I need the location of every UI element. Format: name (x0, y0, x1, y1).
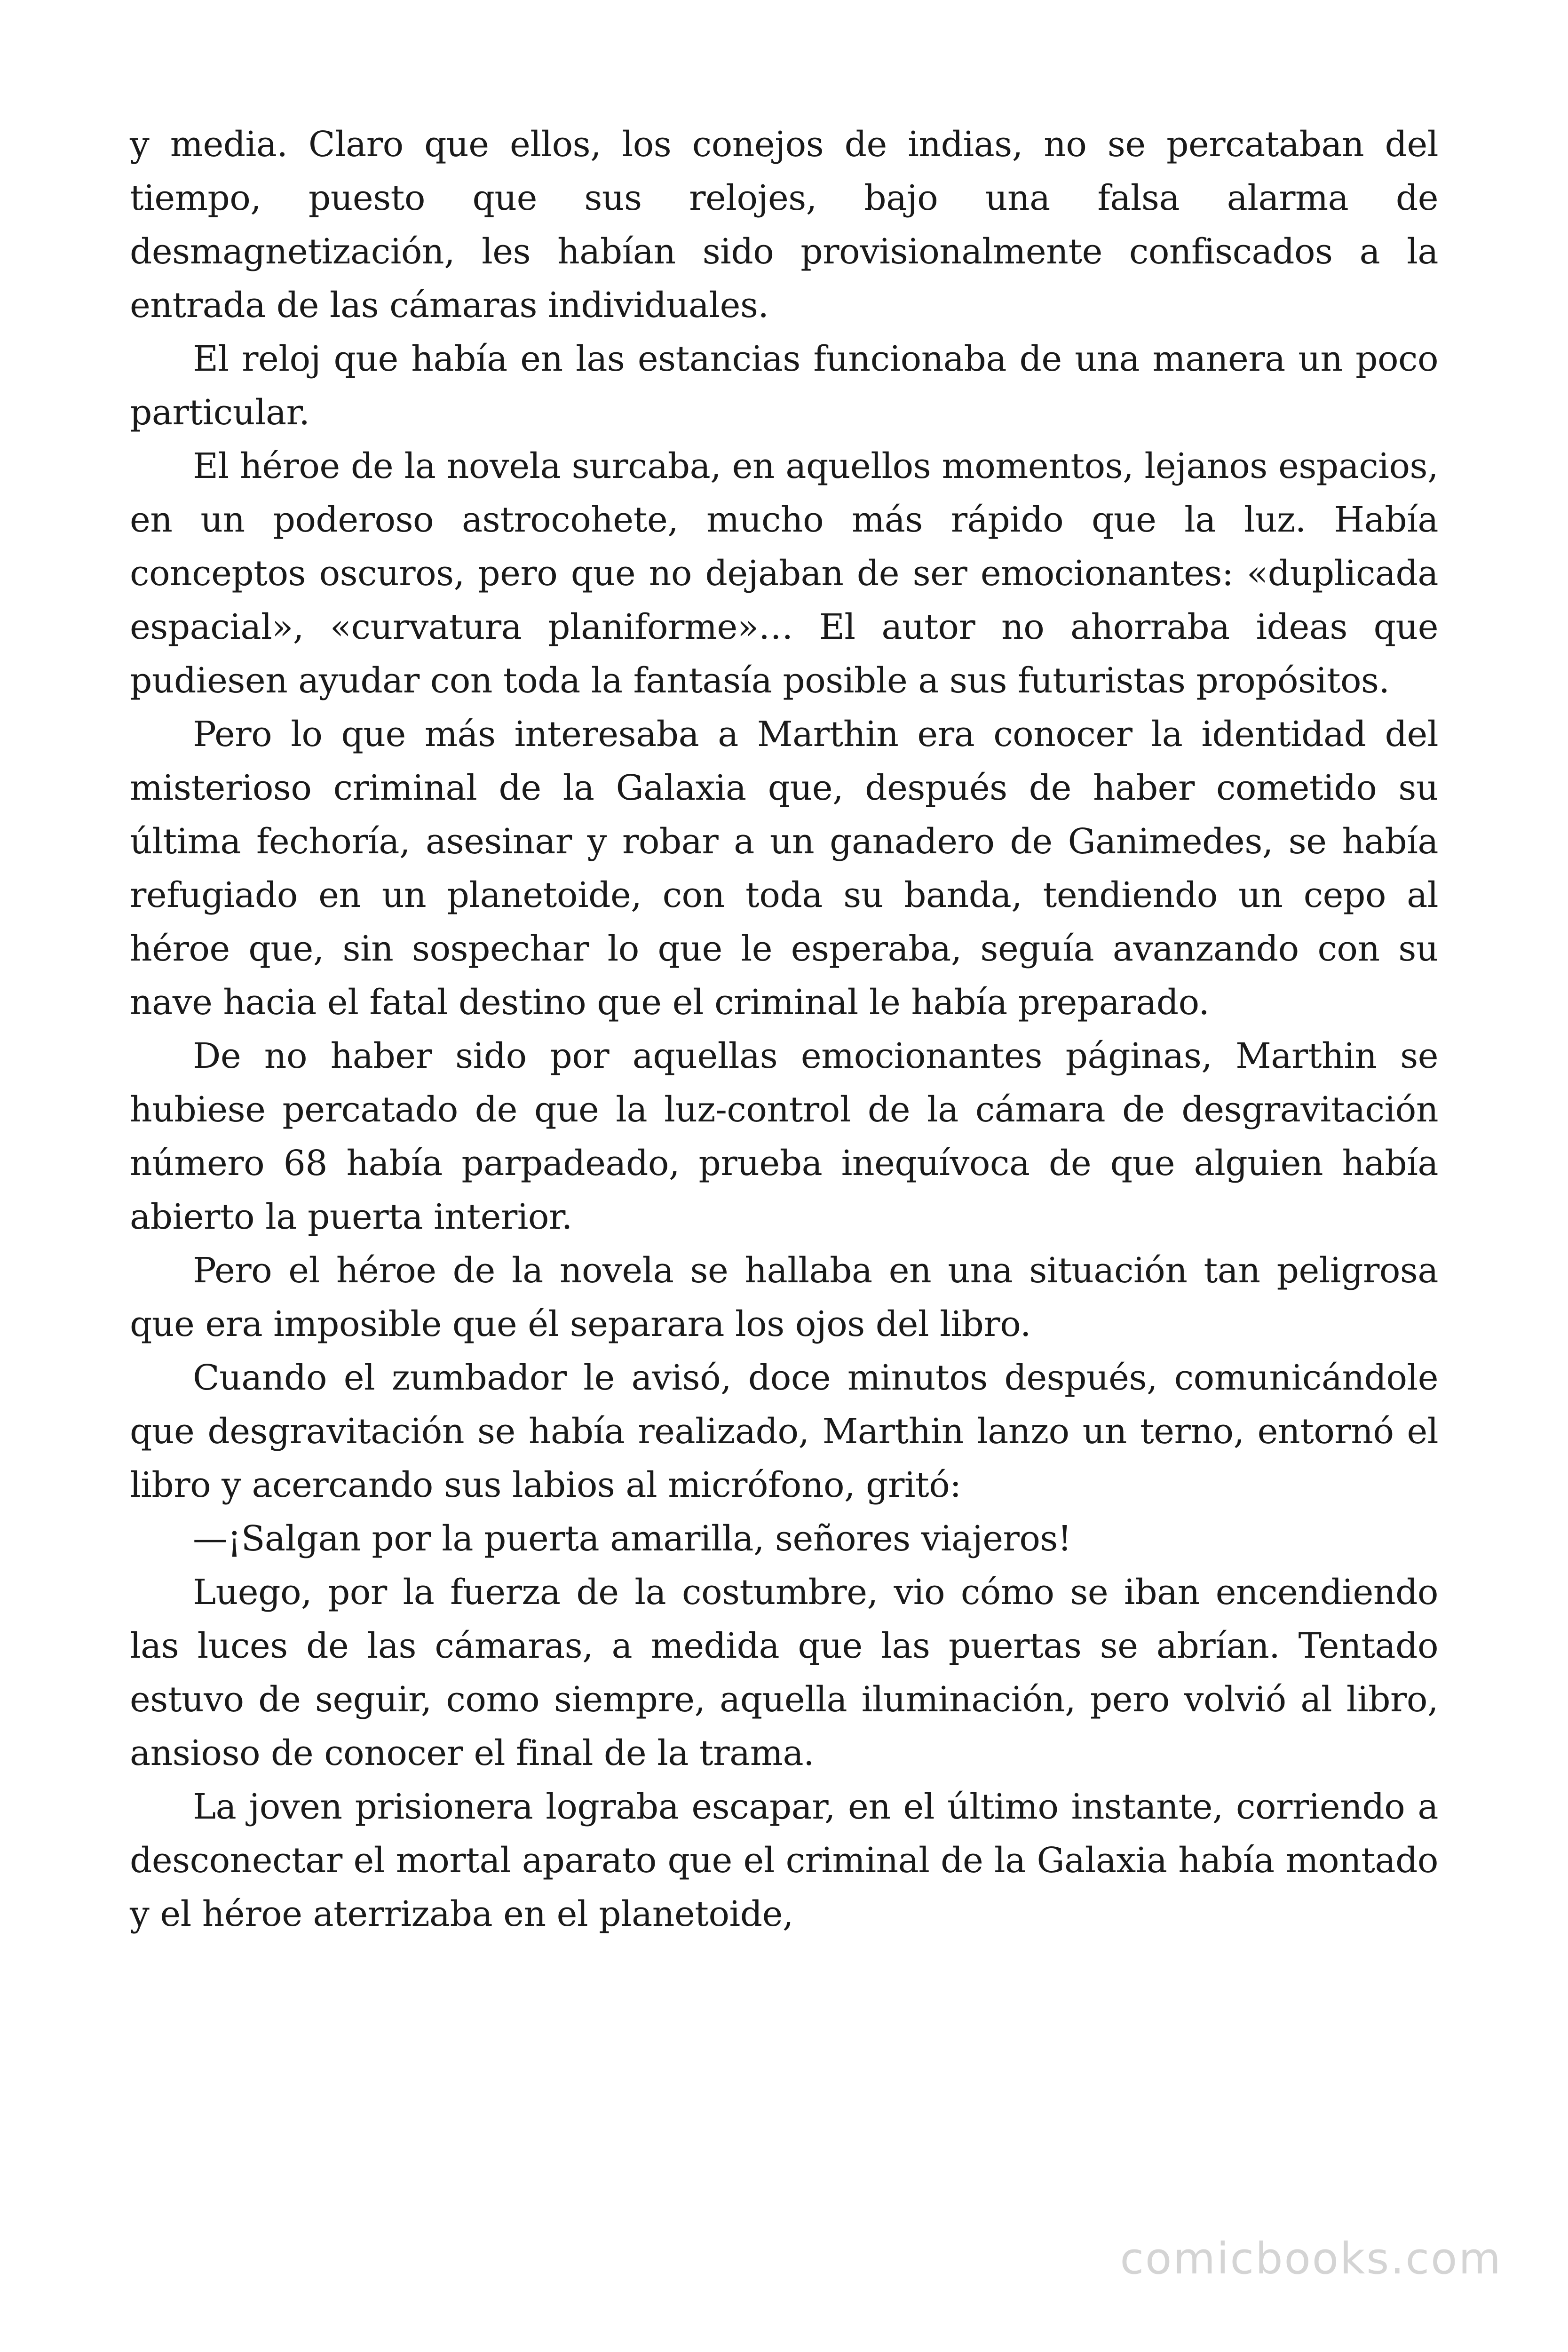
paragraph: Cuando el zumbador le avisó, doce minutos después, comunicándole que desgravitación se había realizado, Marthin lanzo un terno, entornó el libro y acercando sus labios al micrófono, gritó: (130, 1358, 1438, 1505)
paragraph: Luego, por la fuerza de la costumbre, vio cómo se iban encendiendo las luces de las cámaras, a medida que las puertas se abrían. Tentado estuvo de seguir, como siempre, aquella iluminación, pero volvió al libro, ansioso de conocer el final de la trama. (130, 1572, 1438, 1773)
paragraph: Pero lo que más interesaba a Marthin era conocer la identidad del misterioso criminal de la Galaxia que, después de haber cometido su última fechoría, asesinar y robar a un ganadero de Ganimedes, se había refugiado en un planetoide, con toda su banda, tendiendo un cepo al héroe que, sin sospechar lo que le esperaba, seguía avanzando con su nave hacia el fatal destino que el criminal le había preparado. (130, 714, 1438, 1023)
site-watermark: comicbooks.com (1120, 2233, 1502, 2284)
paragraph: El héroe de la novela surcaba, en aquellos momentos, lejanos espacios, en un poderoso astrocohete, mucho más rápido que la luz. Había conceptos oscuros, pero que no dejaban de ser emocionantes: «duplicada espacial», «curvatura planiforme»… El autor no ahorraba ideas que pudiesen ayudar con toda la fantasía posible a sus futuristas propósitos. (130, 446, 1438, 701)
paragraph: El reloj que había en las estancias funcionaba de una manera un poco particular. (130, 339, 1438, 433)
paragraph: De no haber sido por aquellas emocionantes páginas, Marthin se hubiese percatado de que la luz-control de la cámara de desgravitación número 68 había parpadeado, prueba inequívoca de que alguien había abierto la puerta interior. (130, 1036, 1438, 1237)
paragraph: Pero el héroe de la novela se hallaba en una situación tan peligrosa que era imposible que él separara los ojos del libro. (130, 1250, 1438, 1344)
paragraph: La joven prisionera lograba escapar, en el último instante, corriendo a desconectar el mortal aparato que el criminal de la Galaxia había montado y el héroe aterrizaba en el planetoide, (130, 1787, 1438, 1934)
book-page (130, 118, 1438, 2187)
paragraph: y media. Claro que ellos, los conejos de indias, no se percataban del tiempo, puesto que sus relojes, bajo una falsa alarma de desmagnetización, les habían sido provisionalmente confiscados a la entrada de las cámaras individuales. (130, 124, 1438, 326)
paragraph: —¡Salgan por la puerta amarilla, señores viajeros! (193, 1518, 1072, 1559)
